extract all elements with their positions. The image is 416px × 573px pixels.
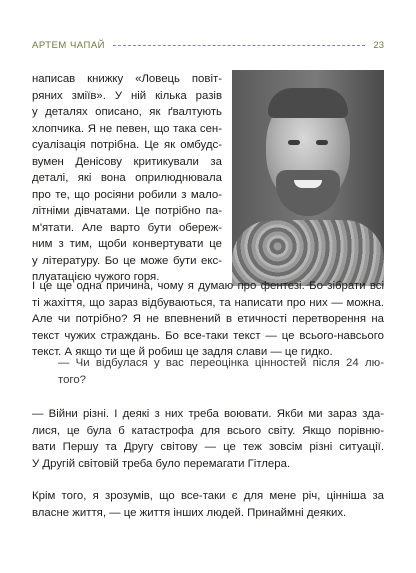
text-line: — Чи відбулася у вас переоцінка цінностей після 24 лю-: [58, 357, 384, 369]
photo-camouflage-shirt: [232, 220, 384, 286]
text-line: Крім того, я зрозумів, що все-таки є для мене річ, цінніша за: [32, 490, 384, 502]
text-line: суалізація потрібна. Це як омбудс-: [32, 139, 222, 151]
text-line: про те, що росіяни робили з мало-: [32, 188, 222, 201]
text-line: власне життя, — це життя інших людей. Принаймні деяких.: [32, 506, 347, 519]
header-dashed-rule: [113, 45, 365, 46]
text-line: ті жахіття, що зараз відбуваються, та написати про них — можна.: [32, 296, 384, 309]
text-line: у літературу. Бо це може бути екс-: [32, 254, 222, 267]
text-line: вати Першу та Другу світову — це теж зовсім різні ситуації.: [32, 441, 384, 453]
text-line: ряних зміїв». У ній кілька разів: [32, 89, 222, 102]
author-portrait-photo: [232, 70, 384, 286]
text-line: лися, це була б катастрофа для всього світу. Якщо порівню-: [32, 424, 384, 437]
text-line: — Війни різні. І деякі з них треба воювати. Якби ми зараз зда-: [32, 408, 384, 420]
paragraph-5: [32, 488, 384, 521]
text-line: плуатацією чужого горя.: [32, 271, 160, 283]
photo-eye-right: [316, 140, 328, 145]
running-header: [32, 38, 384, 52]
text-line: літніми дівчатами. Це потрібно па-: [32, 205, 222, 217]
photo-eye-left: [288, 140, 300, 145]
paragraph-4: [32, 406, 384, 472]
running-header-author: АРТЕМ ЧАПАЙ: [32, 39, 105, 51]
paragraph-1: [32, 71, 222, 286]
text-line: Але чи потрібно? Я не впевнений в етичності перетворення на: [32, 313, 384, 325]
text-line: текст. А якщо ти ще й робиш це задля слави — це гидко.: [32, 346, 333, 358]
text-line: того?: [58, 373, 86, 386]
text-line: І це ще одна причина, чому я думаю про фентезі. Бо зібрати всі: [32, 280, 384, 292]
paragraph-2: [32, 278, 384, 361]
text-line: деталі, які вона оприлюднювала: [32, 172, 222, 184]
text-line: вумен Денісову критикували за: [32, 155, 222, 168]
text-line: У Другій світовій треба було перемагати Гітлера.: [32, 457, 291, 470]
text-line: ним з тим, щоби конвертувати це: [32, 238, 222, 250]
photo-hair: [268, 88, 348, 118]
text-line: м'ятати. Але варто бути обереж-: [32, 221, 222, 234]
photo-smile: [294, 180, 322, 188]
interview-question: [58, 355, 384, 388]
page-number: 23: [373, 39, 384, 51]
text-line: у деталях описано, як ґвалтують: [32, 106, 222, 118]
text-line: текст чужих страждань. Бо все-таки текст — це всього-навсього: [32, 329, 384, 342]
text-line: хлопчика. Я не певен, що така сен-: [32, 122, 222, 135]
text-line: написав книжку «Ловець повіт-: [32, 73, 222, 85]
